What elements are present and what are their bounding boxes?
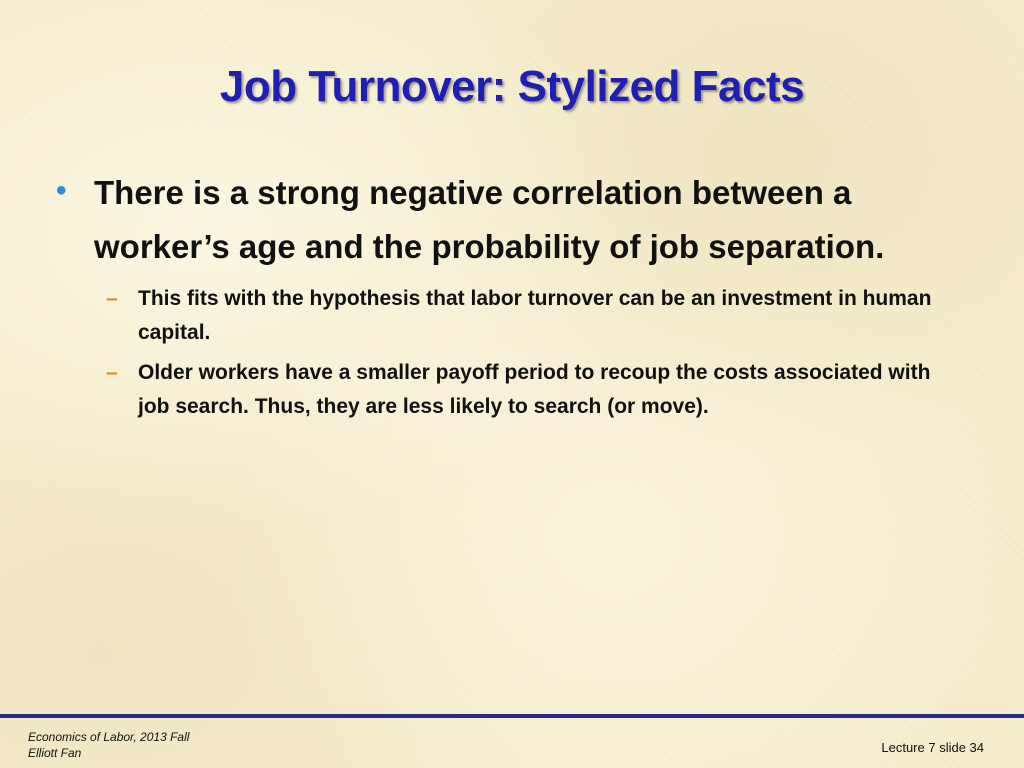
sub-bullet bbox=[106, 356, 946, 424]
footer-course: Economics of Labor, 2013 Fall bbox=[28, 730, 190, 744]
footer-author: Elliott Fan bbox=[28, 746, 82, 760]
sub-bullet-marker: – bbox=[106, 361, 118, 384]
sub-bullet-text: Older workers have a smaller payoff period to recoup the costs associated with job search. Thus, they are less likely to search (or move). bbox=[138, 361, 931, 418]
sub-bullet-list bbox=[56, 282, 946, 424]
sub-bullet-text: This fits with the hypothesis that labor turnover can be an investment in human capital. bbox=[138, 287, 932, 344]
bullet-marker: • bbox=[56, 174, 67, 207]
footer-divider bbox=[0, 714, 1024, 718]
sub-bullet-marker: – bbox=[106, 287, 118, 310]
main-bullet bbox=[56, 166, 946, 274]
main-bullet-text: There is a strong negative correlation between a worker’s age and the probability of job separation. bbox=[94, 174, 885, 265]
slide-content bbox=[56, 166, 946, 430]
slide-title: Job Turnover: Stylized Facts bbox=[219, 62, 805, 111]
sub-bullet bbox=[106, 282, 946, 350]
slide-number: Lecture 7 slide 34 bbox=[881, 740, 984, 755]
footer-info bbox=[28, 729, 189, 761]
